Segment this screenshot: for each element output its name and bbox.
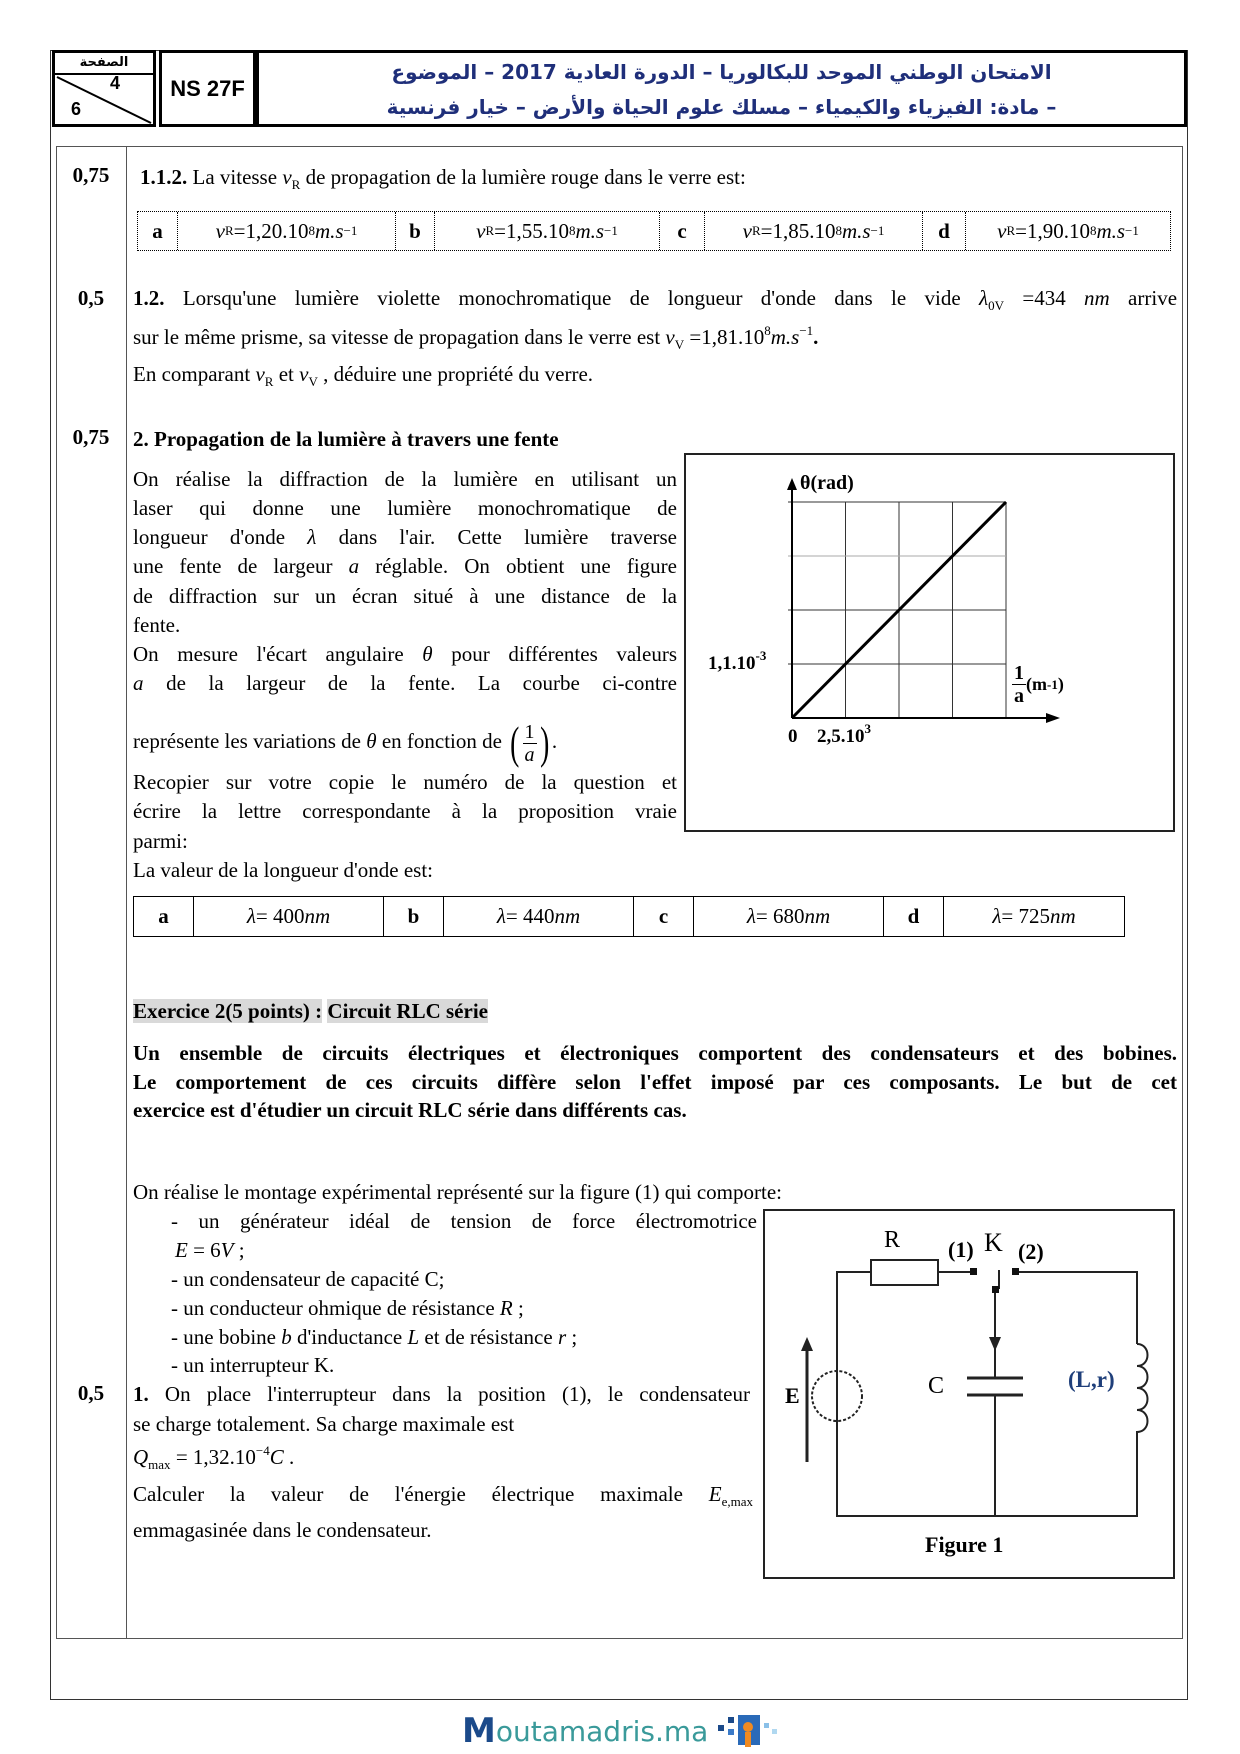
math-unit: C bbox=[269, 1445, 284, 1469]
y-axis-arrow bbox=[787, 478, 797, 490]
q12-line-3 bbox=[133, 361, 593, 387]
bold-segment: 1.1.2. bbox=[140, 165, 188, 189]
text-segment: - un condensateur de capacité C; bbox=[171, 1267, 445, 1291]
ex2-q1-line-4 bbox=[133, 1481, 753, 1507]
ex2-setup-line bbox=[133, 1179, 782, 1205]
q112-option-b-letter[interactable]: b bbox=[396, 212, 435, 250]
fraction-den: a bbox=[524, 743, 535, 766]
y-tick-text: 1,1.10 bbox=[708, 653, 756, 674]
q2-paragraph-line bbox=[133, 641, 677, 667]
text-segment: . bbox=[283, 1445, 295, 1469]
math-variable: Q bbox=[133, 1445, 149, 1469]
text-segment: = 725 bbox=[1001, 904, 1051, 928]
math-unit: m.s bbox=[1096, 218, 1126, 243]
q2-paragraph-line bbox=[133, 798, 677, 824]
bold-segment: . bbox=[813, 325, 819, 349]
header-title-cell bbox=[256, 50, 1187, 127]
text-segment: se charge totalement. Sa charge maximale est bbox=[133, 1412, 515, 1436]
x-tick-text: 2,5.10 bbox=[817, 726, 865, 747]
math-superscript: −4 bbox=[255, 1443, 270, 1458]
x-label-close: ) bbox=[1057, 674, 1064, 694]
text-segment: . bbox=[551, 728, 558, 753]
text-segment: sur le même prisme, sa vitesse de propagation dans le verre est bbox=[133, 325, 666, 349]
text-segment: = 400 bbox=[255, 904, 305, 928]
bold-segment: 1.2. bbox=[133, 286, 165, 310]
exam-code: NS 27F bbox=[170, 75, 245, 101]
text-segment: arrive bbox=[1109, 286, 1178, 310]
text-segment: de propagation de la lumière rouge dans le verre est: bbox=[300, 165, 746, 189]
text-segment: réglable. On obtient une figure bbox=[359, 554, 677, 578]
math-variable: R bbox=[499, 1296, 513, 1320]
ex2-q1-line-1 bbox=[133, 1381, 750, 1407]
text-segment: =1,20.10 bbox=[233, 218, 309, 243]
math-variable: λ bbox=[992, 904, 1002, 928]
switch-terminal-2 bbox=[1012, 1268, 1019, 1275]
q2-paragraph-line bbox=[133, 553, 677, 579]
fig-label-Lr: (L,r) bbox=[1068, 1367, 1115, 1392]
score-q2: 0,75 bbox=[72, 425, 110, 449]
text-segment: et de résistance bbox=[419, 1325, 558, 1349]
math-variable: v bbox=[742, 218, 752, 243]
math-variable: v bbox=[997, 218, 1007, 243]
text-segment: = 680 bbox=[755, 904, 805, 928]
text-segment: ; bbox=[233, 1238, 245, 1262]
math-unit: m.s bbox=[314, 218, 344, 243]
math-variable: λ bbox=[746, 904, 756, 928]
text-segment: - un conducteur ohmique de résistance bbox=[171, 1296, 500, 1320]
x-tick-exp: 3 bbox=[864, 721, 871, 736]
math-variable: θ bbox=[422, 642, 433, 666]
chart-y-label: θ(rad) bbox=[800, 472, 854, 494]
ex2-item-coil bbox=[171, 1324, 577, 1350]
math-superscript: 8 bbox=[764, 323, 771, 338]
page-current: 4 bbox=[110, 73, 121, 93]
q2-paragraph-line bbox=[133, 670, 677, 696]
math-unit: nm bbox=[1084, 286, 1110, 310]
math-subscript: 0V bbox=[988, 298, 1005, 313]
q2-paragraph-line bbox=[133, 612, 180, 638]
text-segment: longueur d'onde bbox=[133, 525, 308, 549]
text-segment: laser qui donne une lumière monochromatique de bbox=[133, 496, 677, 520]
text-segment: de la largeur de la fente. La courbe ci-contre bbox=[143, 671, 677, 695]
text-segment: On place l'interrupteur dans la position (1), le condensateur bbox=[148, 1382, 750, 1406]
q2-paragraph-line bbox=[133, 583, 677, 609]
q112-option-a-value[interactable]: v R =1,20.10 8 m.s −1 bbox=[178, 212, 396, 250]
text-segment: = 440 bbox=[505, 904, 555, 928]
ex2-item-emf bbox=[175, 1237, 245, 1263]
math-variable: v bbox=[282, 165, 292, 189]
fig-label-C: C bbox=[928, 1373, 945, 1399]
text-segment: fente. bbox=[133, 613, 181, 637]
y-tick-exp: -3 bbox=[755, 648, 767, 663]
math-subscript: R bbox=[264, 374, 274, 389]
text-segment: emmagasinée dans le condensateur. bbox=[133, 1518, 432, 1542]
math-variable: θ bbox=[366, 728, 377, 753]
q2-paragraph-line bbox=[133, 717, 558, 768]
text-segment: - un interrupteur K. bbox=[171, 1353, 335, 1377]
text-segment: =1,55.10 bbox=[494, 218, 569, 243]
ex2-q1-line-2 bbox=[133, 1411, 514, 1437]
q2-option-b-letter[interactable]: b bbox=[384, 897, 444, 936]
q2-option-a-value[interactable] bbox=[194, 897, 384, 936]
page-diagonal bbox=[55, 75, 153, 125]
math-subscript: V bbox=[308, 374, 318, 389]
x-label-den: a bbox=[1014, 685, 1024, 707]
math-subscript: max bbox=[148, 1457, 171, 1472]
score-column-divider bbox=[126, 146, 127, 1639]
ex2-item-resistor bbox=[171, 1295, 524, 1321]
math-variable: λ bbox=[246, 904, 256, 928]
text-segment: Lorsqu'une lumière violette monochromatique de longueur d'onde dans le vide bbox=[164, 286, 980, 310]
capacitor-arrow-head bbox=[989, 1337, 1001, 1351]
math-subscript: V bbox=[674, 337, 685, 352]
page-label: الصفحة bbox=[55, 53, 153, 75]
text-segment: une fente de largeur bbox=[133, 554, 349, 578]
wire-right-top bbox=[1015, 1272, 1137, 1344]
q2-option-c-value[interactable] bbox=[694, 897, 884, 936]
chart-y-tick-label bbox=[708, 648, 767, 675]
math-variable: v bbox=[665, 325, 675, 349]
text-segment: =434 bbox=[1004, 286, 1085, 310]
fig-label-pos2: (2) bbox=[1018, 1239, 1044, 1264]
score-q112: 0,75 bbox=[72, 163, 110, 187]
text-segment: On réalise le montage expérimental représenté sur la figure (1) qui comporte: bbox=[133, 1180, 782, 1204]
math-unit: m.s bbox=[575, 218, 605, 243]
bold-segment: 1. bbox=[133, 1382, 149, 1406]
math-variable: λ bbox=[496, 904, 506, 928]
math-subscript: e,max bbox=[721, 1494, 753, 1509]
ex2-item-generator bbox=[171, 1208, 757, 1234]
text-segment: parmi: bbox=[133, 829, 188, 853]
fraction-num: 1 bbox=[524, 720, 535, 743]
q2-option-b-value[interactable] bbox=[444, 897, 634, 936]
x-label-num: 1 bbox=[1014, 662, 1024, 684]
text-segment: Calculer la valeur de l'énergie électrique maximale bbox=[133, 1482, 709, 1506]
q2-option-a-letter[interactable]: a bbox=[134, 897, 194, 936]
q12-line-2 bbox=[133, 324, 818, 350]
inductor-coil bbox=[1137, 1344, 1148, 1439]
score-ex2-q1: 0,5 bbox=[77, 1381, 105, 1405]
theta-vs-inverse-a-chart bbox=[684, 453, 1175, 832]
math-superscript: −1 bbox=[799, 323, 814, 338]
q2-option-c-letter[interactable]: c bbox=[634, 897, 694, 936]
fraction-body bbox=[523, 721, 537, 766]
text-segment: - un générateur idéal de tension de force électromotrice bbox=[171, 1209, 757, 1233]
q112-option-a-letter[interactable]: a bbox=[138, 212, 178, 250]
figure1-caption: Figure 1 bbox=[925, 1532, 1004, 1557]
text-segment: ; bbox=[512, 1296, 524, 1320]
q2-paragraph-line bbox=[133, 524, 677, 550]
score-q12: 0,5 bbox=[77, 286, 105, 310]
q112-statement bbox=[140, 164, 746, 190]
text-segment: , déduire une propriété du verre. bbox=[317, 362, 594, 386]
fig-label-E: E bbox=[785, 1383, 800, 1408]
text-segment: = 1,32.10 bbox=[170, 1445, 256, 1469]
math-variable: v bbox=[255, 362, 265, 386]
math-variable: a bbox=[348, 554, 360, 578]
text-segment: d'inductance bbox=[291, 1325, 408, 1349]
x-axis-arrow bbox=[1046, 713, 1060, 723]
math-unit: nm bbox=[554, 904, 581, 928]
q2-paragraph-line bbox=[133, 495, 677, 521]
text-segment: On mesure l'écart angulaire bbox=[133, 642, 423, 666]
page-total: 6 bbox=[71, 99, 82, 119]
ex2-heading bbox=[133, 998, 488, 1024]
q112-option-d-value[interactable]: v R =1,90.10 8 m.s −1 bbox=[997, 218, 1139, 243]
ex2-intro-line-2: Le comportement de ces circuits diffère selon l'effet imposé par ces composants. Le but de cet bbox=[133, 1070, 1177, 1094]
chart-x-tick-label bbox=[817, 721, 871, 748]
ex2-heading-subject: Circuit RLC série bbox=[327, 999, 488, 1023]
text-segment: = 6 bbox=[187, 1238, 221, 1262]
fig-label-pos1: (1) bbox=[948, 1237, 974, 1262]
x-label-unit: (m bbox=[1026, 674, 1047, 694]
ex2-item-switch bbox=[171, 1352, 334, 1378]
text-segment: La vitesse bbox=[187, 165, 283, 189]
math-unit: m.s bbox=[770, 325, 800, 349]
paren-left: ( bbox=[510, 717, 520, 768]
resistor-symbol bbox=[871, 1260, 938, 1285]
text-segment: La valeur de la longueur d'onde est: bbox=[133, 858, 434, 882]
q12-line-1 bbox=[133, 285, 1177, 311]
fraction-one-over-a bbox=[507, 717, 552, 768]
q2-paragraph-line bbox=[133, 828, 188, 854]
q2-option-d-letter[interactable]: d bbox=[884, 897, 944, 936]
chart-origin-label: 0 bbox=[788, 726, 798, 747]
q112-option-d-letter[interactable]: d bbox=[923, 212, 966, 250]
ex2-heading-title: Exercice 2(5 points) : bbox=[133, 999, 323, 1023]
ex2-q1-line-3 bbox=[133, 1444, 294, 1470]
ex2-intro-line-3: exercice est d'étudier un circuit RLC série dans différents cas. bbox=[133, 1098, 687, 1122]
math-variable: E bbox=[708, 1482, 722, 1506]
logo-graphic-icon bbox=[712, 1711, 782, 1751]
math-variable: λ bbox=[307, 525, 317, 549]
emf-arrow-head bbox=[801, 1337, 813, 1351]
header-code-cell bbox=[159, 50, 256, 127]
moutamadris-logo[interactable] bbox=[462, 1711, 782, 1751]
math-variable: b bbox=[281, 1325, 292, 1349]
rlc-circuit-diagram bbox=[763, 1209, 1175, 1579]
header-title-line1: الامتحان الوطني الموحد للبكالوريا – الدورة العادية 2017 – الموضوع bbox=[391, 60, 1052, 84]
math-unit: nm bbox=[804, 904, 831, 928]
fig-label-K: K bbox=[984, 1228, 1003, 1257]
text-segment: =1,81.10 bbox=[684, 325, 765, 349]
header-page-cell bbox=[52, 50, 156, 127]
text-segment: - une bobine bbox=[171, 1325, 282, 1349]
math-variable: r bbox=[557, 1325, 567, 1349]
math-variable: v bbox=[299, 362, 309, 386]
text-segment: pour différentes valeurs bbox=[432, 642, 677, 666]
text-segment: représente les variations de bbox=[133, 728, 367, 753]
q2-options bbox=[133, 896, 1125, 937]
paren-right: ) bbox=[539, 717, 549, 768]
math-unit: nm bbox=[304, 904, 331, 928]
text-segment: =1,85.10 bbox=[760, 218, 836, 243]
q2-title: 2. Propagation de la lumière à travers une fente bbox=[133, 427, 559, 451]
chart-x-label: $\frac{1}{a}$ (m -1 ) bbox=[1014, 662, 1064, 707]
math-subscript: R bbox=[291, 177, 301, 192]
text-segment: En comparant bbox=[133, 362, 256, 386]
text-segment: écrire la lettre correspondante à la proposition vraie bbox=[133, 799, 677, 823]
q2-paragraph-line bbox=[133, 769, 677, 795]
math-variable: v bbox=[215, 218, 225, 243]
q112-option-c-value[interactable]: v R =1,85.10 8 m.s −1 bbox=[705, 212, 923, 250]
math-unit: m.s bbox=[841, 218, 871, 243]
q112-option-b-value[interactable]: v R =1,55.10 8 m.s −1 bbox=[435, 212, 660, 250]
ex2-intro-line-1: Un ensemble de circuits électriques et électroniques comportent des condensateurs et des bobines. bbox=[133, 1041, 1177, 1065]
ex2-q1-line-5 bbox=[133, 1517, 432, 1543]
q112-option-c-letter[interactable]: c bbox=[660, 212, 705, 250]
q2-paragraph-line bbox=[133, 466, 677, 492]
math-unit: V bbox=[220, 1238, 234, 1262]
q2-paragraph-line bbox=[133, 857, 433, 883]
text-segment: On réalise la diffraction de la lumière en utilisant un bbox=[133, 467, 677, 491]
switch-pivot bbox=[992, 1286, 999, 1293]
math-variable: a bbox=[133, 671, 144, 695]
logo-text: outamadris.ma bbox=[495, 1714, 709, 1748]
math-variable: E bbox=[175, 1238, 188, 1262]
ex2-item-capacitor bbox=[171, 1266, 444, 1292]
math-variable: λ bbox=[979, 286, 989, 310]
text-segment: =1,90.10 bbox=[1015, 218, 1090, 243]
text-segment: Recopier sur votre copie le numéro de la question et bbox=[133, 770, 677, 794]
math-unit: nm bbox=[1050, 904, 1076, 928]
header-title-line2: – مادة: الفيزياء والكيمياء – مسلك علوم الحياة والأرض – خيار فرنسية bbox=[386, 95, 1057, 119]
text-segment: dans l'air. Cette lumière traverse bbox=[316, 525, 677, 549]
text-segment: de diffraction sur un écran situé à une distance de la bbox=[133, 584, 677, 608]
math-variable: v bbox=[476, 218, 486, 243]
q2-option-d-value[interactable] bbox=[944, 897, 1124, 936]
fig-label-R: R bbox=[884, 1227, 901, 1253]
text-segment: et bbox=[273, 362, 300, 386]
logo-letter: M bbox=[462, 1711, 496, 1751]
text-segment: en fonction de bbox=[376, 728, 508, 753]
q112-options bbox=[137, 211, 1171, 251]
switch-terminal-1 bbox=[970, 1268, 977, 1275]
math-variable: L bbox=[407, 1325, 420, 1349]
text-segment: ; bbox=[566, 1325, 578, 1349]
